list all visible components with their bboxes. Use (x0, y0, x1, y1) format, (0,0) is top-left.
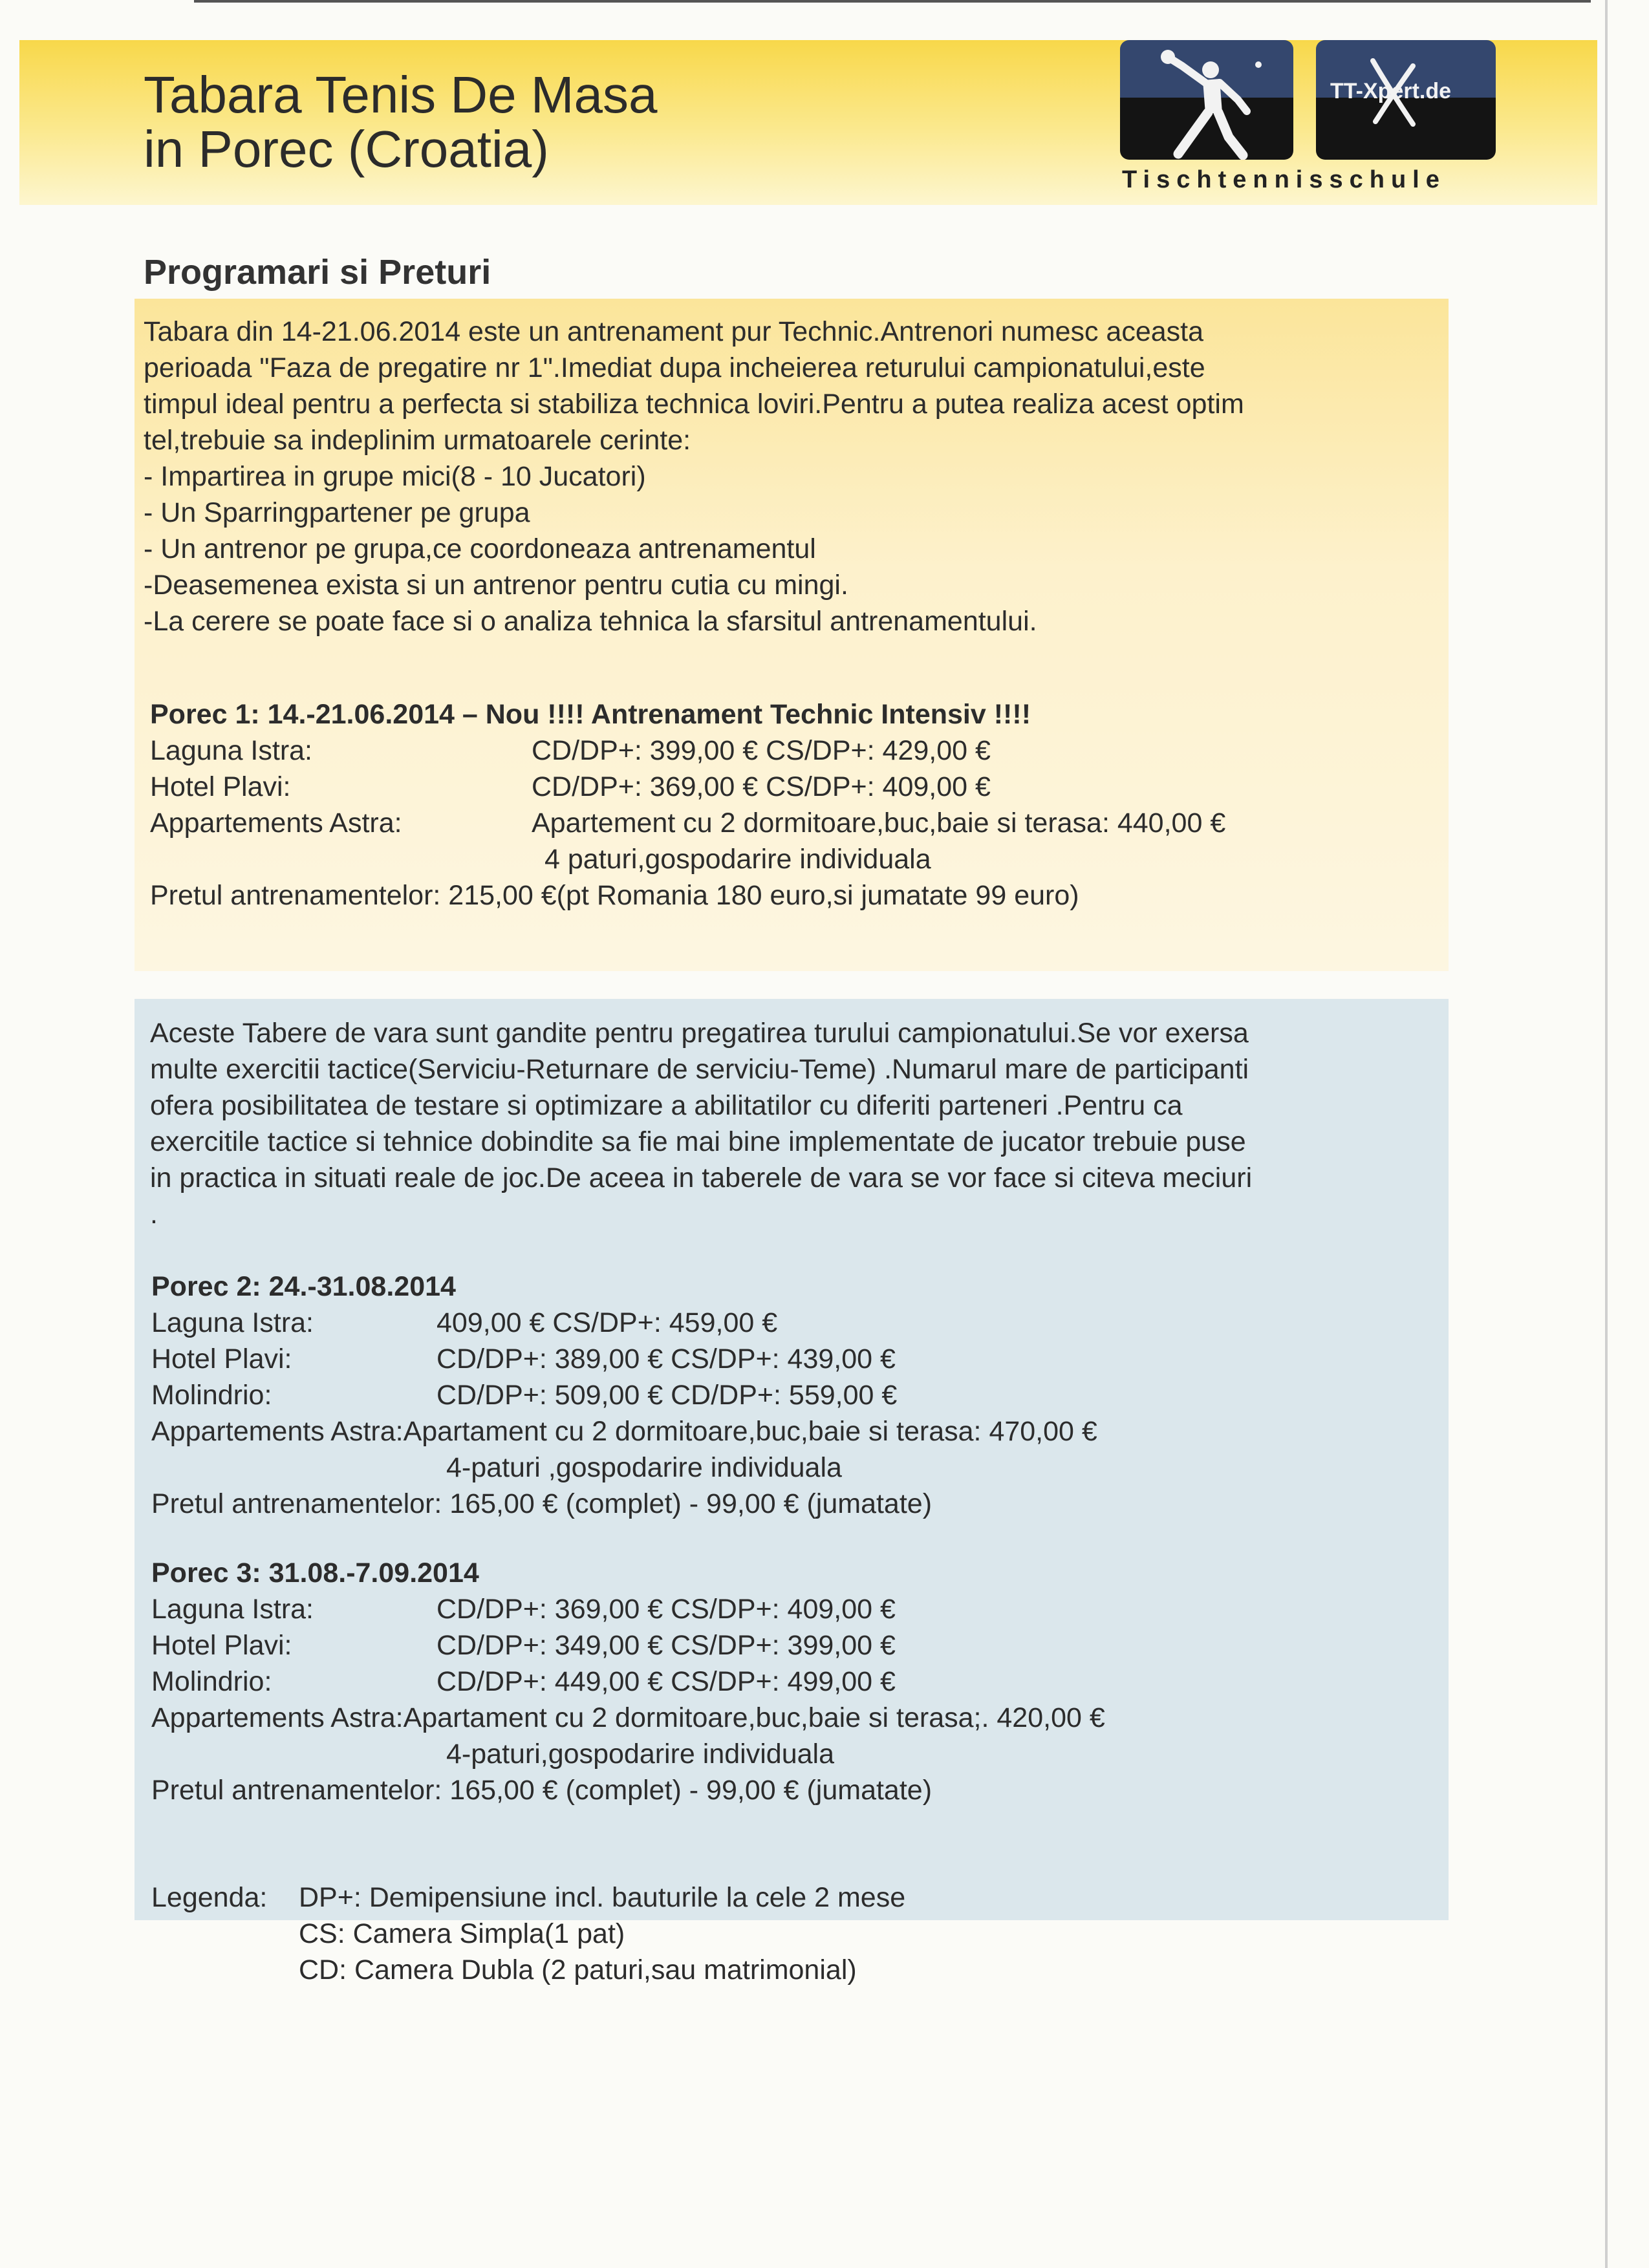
intro-line: Tabara din 14-21.06.2014 este un antrenament pur Technic.Antrenori numesc aceasta (144, 316, 1204, 347)
intro-list-item: -Deasemenea exista si un antrenor pentru cutia cu mingi. (144, 570, 848, 601)
summer-line: multe exercitii tactice(Serviciu-Returnare de serviciu-Teme) .Numarul mare de participanti (150, 1054, 1249, 1085)
porec1-astra-price: Apartement cu 2 dormitoare,buc,baie si terasa: 440,00 € (532, 808, 1226, 839)
porec2-training-price: Pretul antrenamentelor: 165,00 € (complet) - 99,00 € (jumatate) (151, 1488, 932, 1519)
player-silhouette-icon (1120, 40, 1293, 160)
porec2-plavi-label: Hotel Plavi: (151, 1343, 292, 1375)
porec3-plavi-price: CD/DP+: 349,00 € CS/DP+: 399,00 € (436, 1630, 896, 1661)
intro-list-item: - Un Sparringpartener pe grupa (144, 497, 530, 528)
summer-line: Aceste Tabere de vara sunt gandite pentru pregatirea turului campionatului.Se vor exersa (150, 1018, 1249, 1049)
ttxpert-logo-text-layer (1316, 40, 1496, 160)
legend-label: Legenda: (151, 1882, 268, 1913)
porec2-molindrio-price: CD/DP+: 509,00 € CD/DP+: 559,00 € (436, 1380, 898, 1411)
porec3-laguna-label: Laguna Istra: (151, 1594, 314, 1625)
title-line-2: in Porec (Croatia) (144, 120, 549, 178)
page-title (144, 68, 658, 177)
porec3-astra-line: Appartements Astra:Apartament cu 2 dormitoare,buc,baie si terasa;. 420,00 € (151, 1702, 1105, 1733)
porec1-laguna-label: Laguna Istra: (150, 735, 313, 766)
legend-item-cs: CS: Camera Simpla(1 pat) (299, 1918, 625, 1949)
porec3-molindrio-price: CD/DP+: 449,00 € CS/DP+: 499,00 € (436, 1666, 896, 1697)
intro-list-item: - Un antrenor pe grupa,ce coordoneaza antrenamentul (144, 533, 816, 564)
porec3-laguna-price: CD/DP+: 369,00 € CS/DP+: 409,00 € (436, 1594, 896, 1625)
intro-line: tel,trebuie sa indeplinim urmatoarele cerinte: (144, 425, 691, 456)
porec2-laguna-price: 409,00 € CS/DP+: 459,00 € (436, 1307, 778, 1338)
porec1-heading: Porec 1: 14.-21.06.2014 – Nou !!!! Antrenament Technic Intensiv !!!! (150, 699, 1031, 730)
legend-item-cd: CD: Camera Dubla (2 paturi,sau matrimonial) (299, 1954, 857, 1985)
summer-line: ofera posibilitatea de testare si optimizare a abilitatilor cu diferiti parteneri .Pentru ca (150, 1090, 1183, 1121)
intro-list-item: - Impartirea in grupe mici(8 - 10 Jucatori) (144, 461, 646, 492)
section-title: Programari si Preturi (144, 253, 491, 292)
porec2-laguna-label: Laguna Istra: (151, 1307, 314, 1338)
intro-line: timpul ideal pentru a perfecta si stabiliza technica loviri.Pentru a putea realiza acest optim (144, 389, 1244, 420)
summer-line: . (150, 1199, 158, 1230)
porec1-plavi-price: CD/DP+: 369,00 € CS/DP+: 409,00 € (532, 771, 991, 802)
porec2-molindrio-label: Molindrio: (151, 1380, 272, 1411)
porec3-heading: Porec 3: 31.08.-7.09.2014 (151, 1557, 479, 1589)
logo-caption: Tischtennisschule (1122, 166, 1446, 193)
porec1-astra-note: 4 paturi,gospodarire individuala (544, 844, 931, 875)
porec1-astra-label: Appartements Astra: (150, 808, 402, 839)
summer-line: in practica in situati reale de joc.De aceea in taberele de vara se vor face si citeva meciuri (150, 1162, 1253, 1193)
ttxpert-logo-text: TT-Xpert.de (1330, 79, 1452, 103)
porec3-molindrio-label: Molindrio: (151, 1666, 272, 1697)
porec2-plavi-price: CD/DP+: 389,00 € CS/DP+: 439,00 € (436, 1343, 896, 1375)
summer-line: exercitile tactice si tehnice dobindite sa fie mai bine implementate de jucator trebuie puse (150, 1126, 1246, 1157)
right-edge-rule (1605, 0, 1608, 2268)
porec2-heading: Porec 2: 24.-31.08.2014 (151, 1271, 456, 1302)
porec2-astra-note: 4-paturi ,gospodarire individuala (446, 1452, 842, 1483)
top-edge-rule (194, 0, 1591, 3)
intro-list-item: -La cerere se poate face si o analiza tehnica la sfarsitul antrenamentului. (144, 606, 1037, 637)
intro-line: perioada "Faza de pregatire nr 1".Imediat dupa incheierea returului campionatului,este (144, 352, 1205, 383)
porec1-laguna-price: CD/DP+: 399,00 € CS/DP+: 429,00 € (532, 735, 991, 766)
table-tennis-player-logo (1120, 40, 1293, 160)
porec3-training-price: Pretul antrenamentelor: 165,00 € (complet) - 99,00 € (jumatate) (151, 1775, 932, 1806)
porec1-training-price: Pretul antrenamentelor: 215,00 €(pt Romania 180 euro,si jumatate 99 euro) (150, 880, 1079, 911)
legend-item-dp: DP+: Demipensiune incl. bauturile la cele 2 mese (299, 1882, 906, 1913)
porec3-astra-note: 4-paturi,gospodarire individuala (446, 1738, 834, 1770)
porec3-plavi-label: Hotel Plavi: (151, 1630, 292, 1661)
porec1-plavi-label: Hotel Plavi: (150, 771, 291, 802)
title-line-1: Tabara Tenis De Masa (144, 66, 658, 123)
porec2-astra-line: Appartements Astra:Apartament cu 2 dormitoare,buc,baie si terasa: 470,00 € (151, 1416, 1097, 1447)
